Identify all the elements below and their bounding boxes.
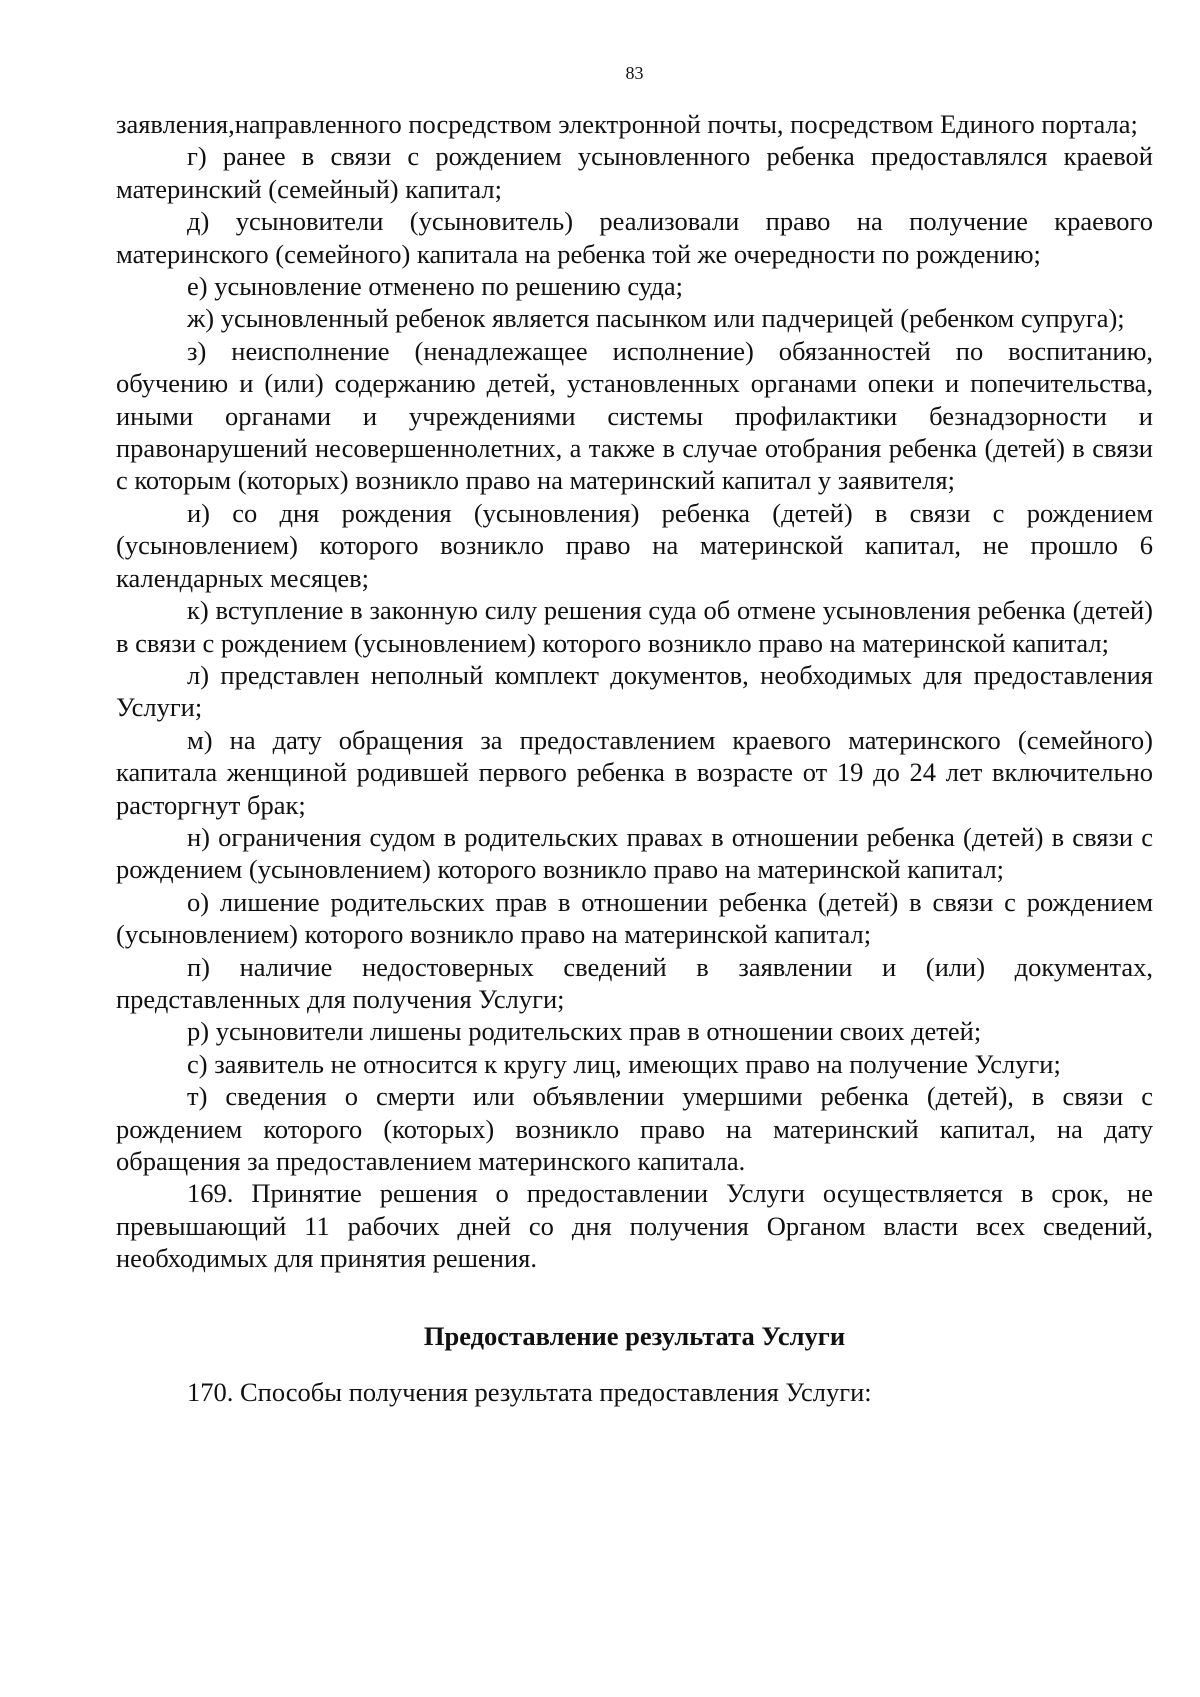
paragraph-item-i: и) со дня рождения (усыновления) ребенка (детей) в связи с рождением (усыновлением) которого возникло право на материнской капитал, не прошло 6 календарных месяцев; (116, 497, 1153, 593)
paragraph-item-n: н) ограничения судом в родительских правах в отношении ребенка (детей) в связи с рождением (усыновлением) которого возникло право на материнской капитал; (116, 821, 1153, 885)
document-page (116, 62, 1153, 1408)
paragraph-item-l: л) представлен неполный комплект документов, необходимых для предоставления Услуги; (116, 659, 1153, 723)
paragraph-item-m: м) на дату обращения за предоставлением краевого материнского (семейного) капитала женщиной родившей первого ребенка в возрасте от 19 до 24 лет включительно расторгнут брак; (116, 724, 1153, 820)
section-heading: Предоставление результата Услуги (423, 1320, 846, 1351)
paragraph-170: 170. Способы получения результата предоставления Услуги: (187, 1377, 872, 1408)
paragraph-item-s: с) заявитель не относится к кругу лиц, имеющих право на получение Услуги; (187, 1048, 1061, 1079)
page-number: 83 (625, 63, 644, 83)
paragraph-169: 169. Принятие решения о предоставлении Услуги осуществляется в срок, не превышающий 11 рабочих дней со дня получения Органом власти всех сведений, необходимых для принятия решения. (116, 1178, 1153, 1274)
paragraph-item-t: т) сведения о смерти или объявлении умершими ребенка (детей), в связи с рождением которого (которых) возникло право на материнский капитал, на дату обращения за предоставлением материнского капитала. (116, 1081, 1153, 1176)
paragraph-item-zh: ж) усыновленный ребенок является пасынком или падчерицей (ребенком супруга); (187, 303, 1125, 334)
paragraph-item-k: к) вступление в законную силу решения суда об отмене усыновления ребенка (детей) в связи с рождением (усыновлением) которого возникло право на материнской капитал; (116, 595, 1153, 658)
paragraph-item-p: п) наличие недостоверных сведений в заявлении и (или) документах, представленных для получения Услуги; (116, 951, 1153, 1014)
paragraph-item-r: р) усыновители лишены родительских прав в отношении своих детей; (187, 1016, 982, 1047)
paragraph-item-g: г) ранее в связи с рождением усыновленного ребенка предоставлялся краевой материнский (семейный) капитал; (116, 141, 1153, 204)
paragraph-item-z: з) неисполнение (ненадлежащее исполнение) обязанностей по воспитанию, обучению и (или) содержанию детей, установленных органами опеки и попечительства, иными органами и учреждениями системы профилактики безнадзорности и правонарушений несовершеннолетних, а также в случае отобрания ребенка (детей) в связи с которым (которых) возникло право на материнский капитал у заявителя; (116, 335, 1153, 496)
paragraph-item-e: е) усыновление отменено по решению суда; (187, 271, 683, 302)
paragraph-item-d: д) усыновители (усыновитель) реализовали право на получение краевого материнского (семейного) капитала на ребенка той же очередности по рождению; (116, 206, 1153, 269)
paragraph-item-o: о) лишение родительских прав в отношении ребенка (детей) в связи с рождением (усыновлением) которого возникло право на материнской капитал; (116, 886, 1153, 950)
paragraph-continuation: заявления,направленного посредством электронной почты, посредством Единого портала; (116, 109, 1138, 139)
